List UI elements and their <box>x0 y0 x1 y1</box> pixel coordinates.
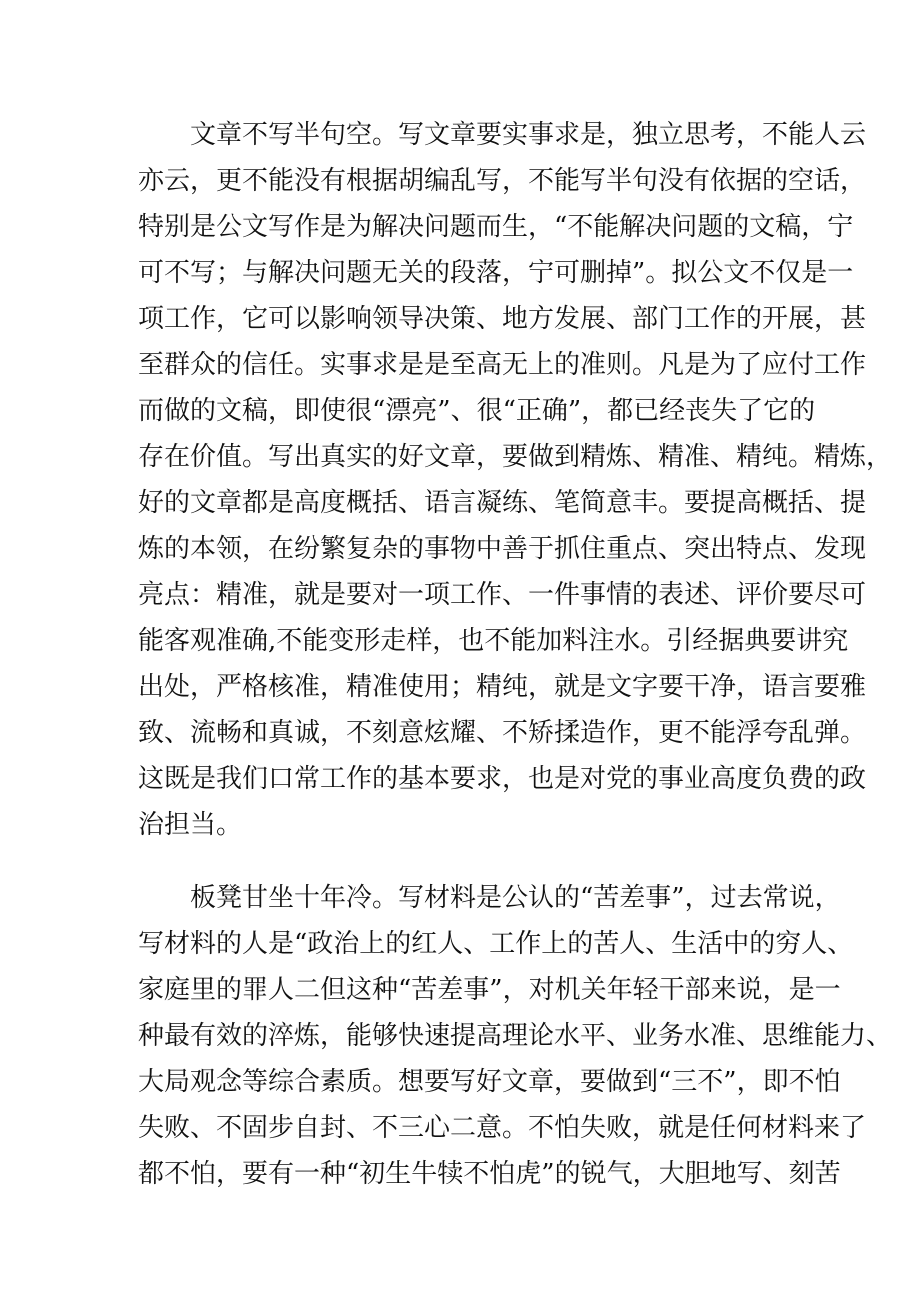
text-line: 致、流畅和真诚，不刻意炫耀、不矫揉造作，更不能浮夸乱弹。 <box>138 718 867 748</box>
paragraph-1 <box>138 112 893 848</box>
text-line: 文章不写半句空。写文章要实事求是，独立思考，不能人云 <box>190 120 867 150</box>
text-line: 大局观念等综合素质。想要写好文章，要做到“三不”，即不怕 <box>138 1067 841 1097</box>
text-line: 可不写；与解决问题无关的段落，宁可删掉”。拟公文不仅是一 <box>138 258 854 288</box>
text-line: 这既是我们口常工作的基本要求，也是对党的事业高度负费的政 <box>138 764 867 794</box>
text-line: 而做的文稿，即使很“漂亮”、很“正确”，都已经丧失了它的 <box>138 396 816 426</box>
paragraph-2 <box>138 875 893 1197</box>
text-line: 家庭里的罪人二但这种“苦差事”，对机关年轻干部来说，是一 <box>138 975 841 1005</box>
text-line: 亦云，更不能没有根据胡编乱写，不能写半句没有依据的空话， <box>138 166 867 196</box>
text-line: 写材料的人是“政治上的红人、工作上的苦人、生活中的穷人、 <box>138 929 854 959</box>
text-line: 能客观准确,不能变形走样，也不能加料注水。引经据典要讲究 <box>138 626 849 656</box>
text-line: 特别是公文写作是为解决问题而生，“不能解决问题的文稿，宁 <box>138 212 854 242</box>
text-line: 出处，严格核准，精准使用；精纯，就是文字要干净，语言要雅 <box>138 672 867 702</box>
document-body <box>138 112 893 1197</box>
text-line: 都不怕，要有一种“初生牛犊不怕虎”的锐气，大胆地写、刻苦 <box>138 1159 841 1189</box>
text-line: 存在价值。写出真实的好文章，要做到精炼、精准、精纯。精炼， <box>138 442 893 472</box>
text-line: 好的文章都是高度概括、语言凝练、笔简意丰。要提高概括、提 <box>138 488 867 518</box>
text-line: 炼的本领，在纷繁复杂的事物中善于抓住重点、突出特点、发现 <box>138 534 867 564</box>
text-line: 项工作，它可以影响领导决策、地方发展、部门工作的开展，甚 <box>138 304 867 334</box>
text-line: 种最有效的淬炼，能够快速提高理论水平、业务水准、思维能力、 <box>138 1021 893 1051</box>
text-line: 亮点：精准，就是要对一项工作、一件事情的表述、评价要尽可 <box>138 580 867 610</box>
text-line: 板凳甘坐十年冷。写材料是公认的“苦差事”，过去常说， <box>190 883 841 913</box>
text-line: 治担当。 <box>138 810 243 840</box>
text-line: 至群众的信任。实事求是是至高无上的准则。凡是为了应付工作 <box>138 350 867 380</box>
paragraph-spacer <box>138 848 788 875</box>
text-line: 失败、不固步自封、不三心二意。不怕失败，就是任何材料来了 <box>138 1113 867 1143</box>
